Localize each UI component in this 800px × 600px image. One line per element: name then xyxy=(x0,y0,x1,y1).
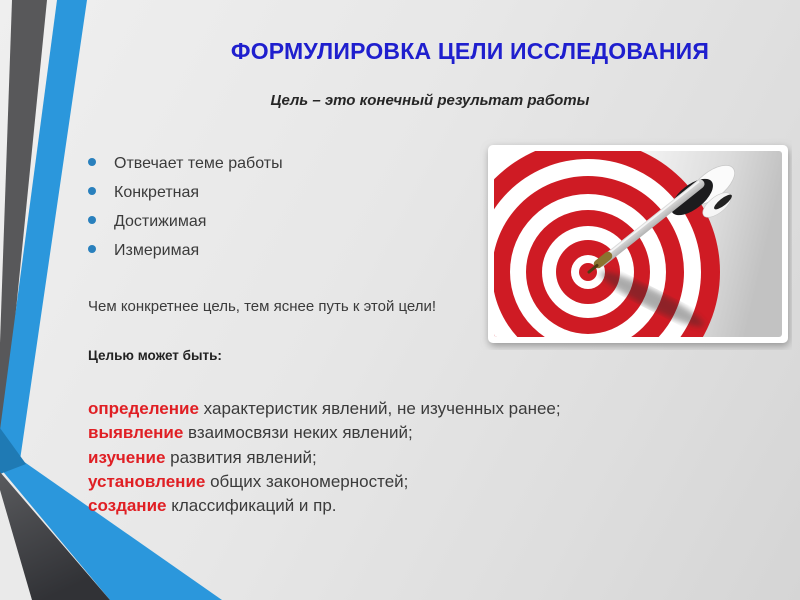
slide-title: ФОРМУЛИРОВКА ЦЕЛИ ИССЛЕДОВАНИЯ xyxy=(230,38,710,64)
goal-keyword: установление xyxy=(88,471,206,491)
list-item xyxy=(88,236,283,265)
list-item xyxy=(88,149,283,178)
bullet-dot-icon xyxy=(88,187,96,195)
goal-keyword: определение xyxy=(88,399,199,418)
slide-subtitle: Цель – это конечный результат работы xyxy=(270,92,590,109)
goal-rest: характеристик явлений, не изученных ранее; xyxy=(198,399,561,418)
list-item xyxy=(88,207,283,236)
criteria-bullet-list xyxy=(88,149,283,265)
lead-in-text: Целью может быть: xyxy=(88,348,222,363)
goal-rest: развития явлений; xyxy=(165,447,317,467)
note-text: Чем конкретнее цель, тем яснее путь к этой цели! xyxy=(88,298,437,315)
bullet-dot-icon xyxy=(88,158,96,166)
bullet-label: Конкретная xyxy=(114,183,200,201)
list-item xyxy=(88,178,283,207)
list-item xyxy=(88,494,561,518)
bullet-label: Достижимая xyxy=(114,212,207,230)
goal-keyword: изучение xyxy=(88,447,166,467)
list-item xyxy=(88,470,561,494)
goal-rest: общих закономерностей; xyxy=(205,471,409,491)
goal-types-list xyxy=(88,397,561,518)
target-image xyxy=(480,138,792,350)
goal-keyword: выявление xyxy=(88,423,184,443)
bullet-dot-icon xyxy=(88,245,96,253)
list-item xyxy=(88,397,561,421)
goal-rest: классификаций и пр. xyxy=(166,496,337,516)
list-item xyxy=(88,446,561,470)
goal-keyword: создание xyxy=(88,496,167,516)
bullet-label: Измеримая xyxy=(114,241,200,259)
bullet-dot-icon xyxy=(88,216,96,224)
goal-rest: взаимосвязи неких явлений; xyxy=(183,423,413,443)
list-item xyxy=(88,421,561,445)
bullet-label: Отвечает теме работы xyxy=(114,154,283,172)
